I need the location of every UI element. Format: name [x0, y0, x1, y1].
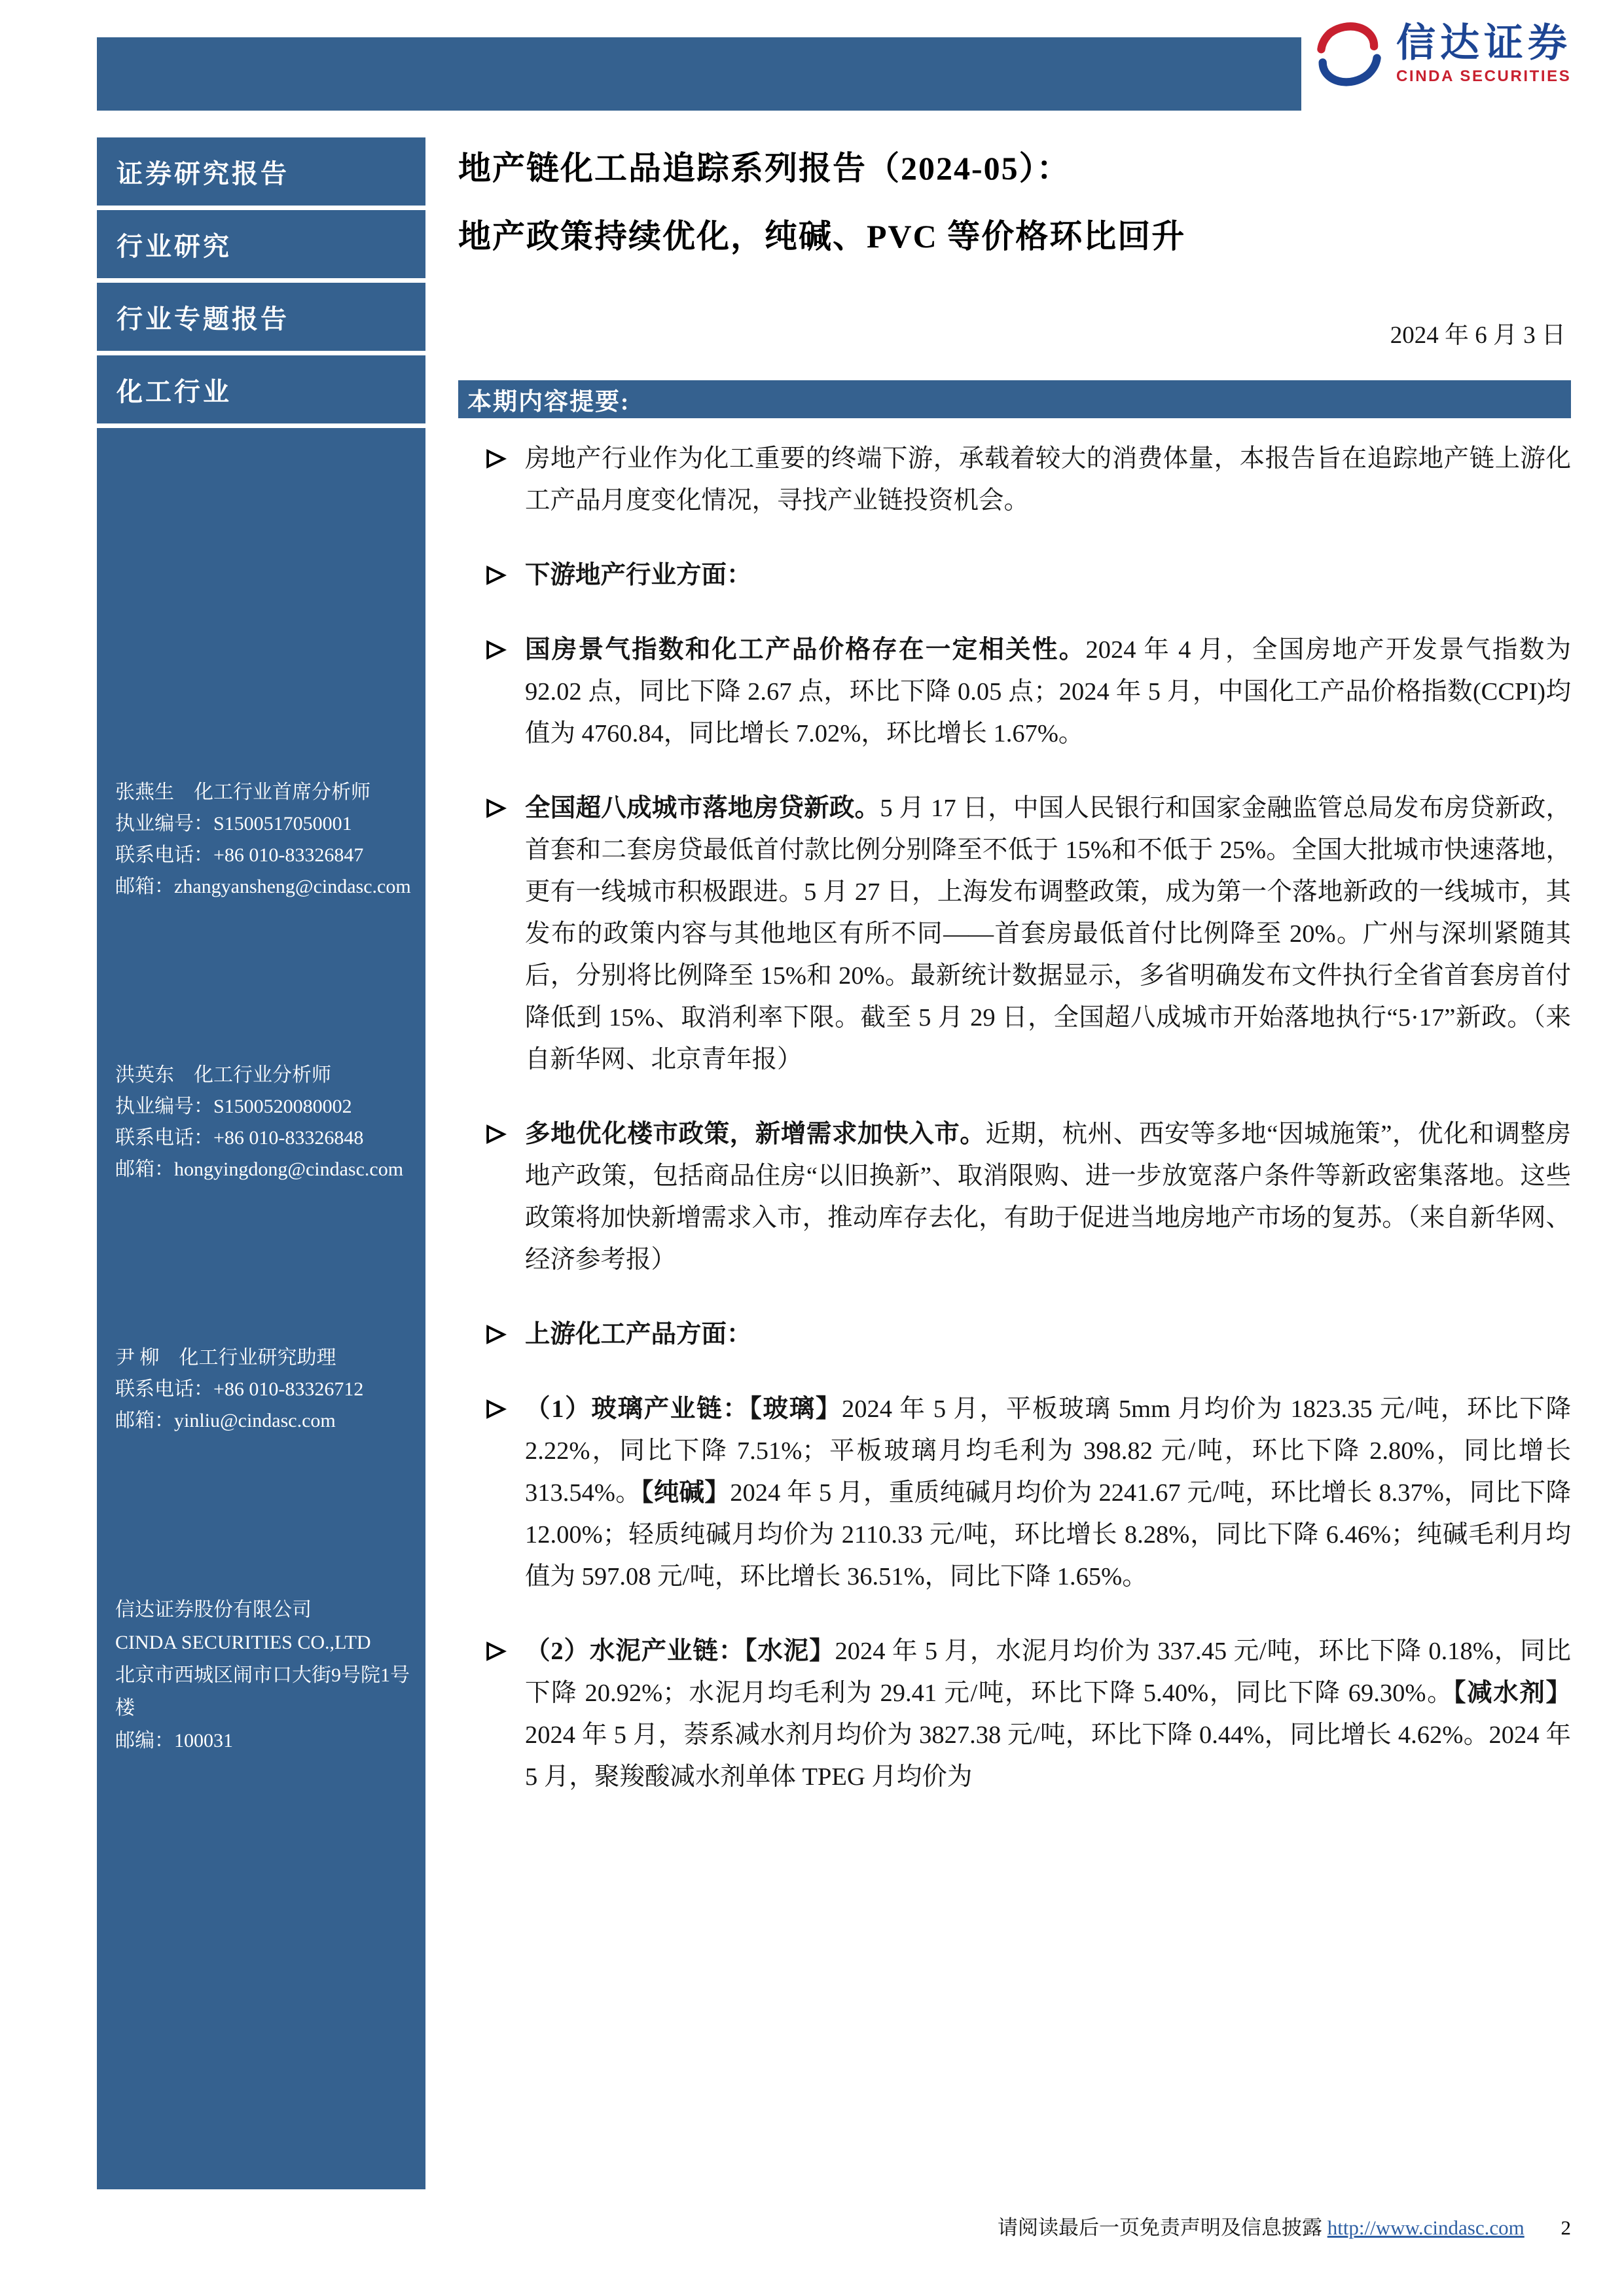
- analyst-name-title: 尹 柳 化工行业研究助理: [115, 1347, 336, 1369]
- bullet-text: [525, 1121, 1571, 1274]
- bullet-text: [525, 1395, 1571, 1590]
- info-label: 邮箱：: [115, 1158, 174, 1180]
- bullet-arrow-icon: [483, 563, 508, 588]
- bullet-arrow-icon: [483, 446, 508, 471]
- analyst-info-row: [115, 1405, 416, 1437]
- logo-text-cn: 信达证券: [1396, 22, 1572, 65]
- info-label: 执业编号：: [115, 813, 213, 834]
- sidebar-category-label: 证券研究报告: [117, 158, 289, 188]
- bullet-arrow-icon: [483, 1122, 508, 1147]
- sidebar-spacer: [97, 428, 425, 777]
- info-label: 邮箱：: [115, 1410, 174, 1431]
- analyst-block: [97, 1342, 425, 1437]
- bullet-arrow-icon: [483, 1639, 508, 1664]
- bullet-lead-bold: 全国超八成城市落地房贷新政。: [525, 795, 880, 822]
- bullet-text: [525, 445, 1571, 514]
- bullet-lead-bold: （2）水泥产业链：【水泥】: [525, 1638, 835, 1665]
- sidebar-category-label: 行业专题报告: [117, 304, 289, 334]
- sidebar-category-research-type: [97, 210, 425, 283]
- analyst-name-title: 张燕生 化工行业首席分析师: [115, 781, 370, 803]
- sidebar-category-report-type: [97, 137, 425, 210]
- bullet-body-text: 2024 年 5 月，平板玻璃 5mm 月均价为 1823.35 元/吨，环比下降 2.22%，同比下降 7.51%；平板玻璃月均毛利为 398.82 元/吨，环比下降 2.80%，同比增长 313.54%。: [525, 1395, 1571, 1507]
- bullet-body-text: 2024 年 5 月，水泥月均价为 337.45 元/吨，环比下降 0.18%，同比下降 20.92%；水泥月均毛利为 29.41 元/吨，环比下降 5.40%，同比下降 69.30%。: [525, 1638, 1571, 1707]
- footer-website-link[interactable]: http://www.cindasc.com: [1327, 2216, 1525, 2239]
- analyst-info-row: [115, 1091, 416, 1122]
- info-value: yinliu@cindasc.com: [174, 1410, 336, 1431]
- company-info-line: 北京市西城区闹市口大街9号院1号楼: [115, 1664, 410, 1719]
- analyst-info-row: [115, 840, 416, 871]
- bullet-text: [525, 795, 1571, 1073]
- bullet-body-text: 2024 年 5 月，萘系减水剂月均价为 3827.38 元/吨，环比下降 0.44%，同比增长 4.62%。2024 年 5 月，聚羧酸减水剂单体 TPEG 月均价为: [525, 1721, 1571, 1791]
- report-title: [458, 134, 1571, 270]
- bullet-arrow-icon: [483, 1322, 508, 1347]
- bullet-lead-bold: 【减水剂】: [1453, 1679, 1571, 1707]
- analyst-info-row: [115, 808, 416, 840]
- analyst-name-title: 洪英东 化工行业分析师: [115, 1064, 331, 1086]
- analyst-block: [97, 777, 425, 903]
- summary-bullet: [458, 1388, 1571, 1598]
- logo-emblem-icon: [1312, 17, 1386, 90]
- bullet-body-text: 2024 年 4 月，全国房地产开发景气指数为 92.02 点，同比下降 2.67 点，环比下降 0.05 点；2024 年 5 月，中国化工产品价格指数(CCPI)均值为 4760.84，同比增长 7.02%，环比增长 1.67%。: [525, 636, 1571, 747]
- info-value: zhangyansheng@cindasc.com: [174, 876, 411, 897]
- info-value: +86 010-83326847: [213, 844, 364, 866]
- page-footer: [458, 2211, 1571, 2240]
- info-label: 执业编号：: [115, 1096, 213, 1117]
- bullet-arrow-icon: [483, 637, 508, 662]
- info-value: +86 010-83326712: [213, 1378, 364, 1400]
- info-value: S1500517050001: [213, 813, 352, 834]
- summary-header-label: 本期内容提要:: [467, 389, 630, 416]
- bullet-body-text: 2024 年 5 月，重质纯碱月均价为 2241.67 元/吨，环比增长 8.37%，同比下降 12.00%；轻质纯碱月均价为 2110.33 元/吨，环比增长 8.28%，同比下降 6.46%；纯碱毛利月均值为 597.08 元/吨，环比增长 36.51%，同比下降 1.65%。: [525, 1479, 1571, 1590]
- page-number: 2: [1561, 2216, 1571, 2239]
- info-value: +86 010-83326848: [213, 1127, 364, 1149]
- company-info-line: 邮编：100031: [115, 1730, 233, 1751]
- report-title-line1: 地产链化工品追踪系列报告（2024-05）：: [458, 150, 1071, 187]
- summary-bullet: [458, 1113, 1571, 1281]
- analyst-info-row: [115, 871, 416, 903]
- report-body: [458, 134, 1571, 1831]
- company-info-line: CINDA SECURITIES CO.,LTD: [115, 1632, 371, 1653]
- sidebar: [97, 137, 425, 2189]
- bullet-lead-bold: 国房景气指数和化工产品价格存在一定相关性。: [525, 636, 1086, 664]
- summary-bullet: [458, 787, 1571, 1081]
- bullet-lead-bold: （1）玻璃产业链：【玻璃】: [525, 1395, 842, 1423]
- bullet-lead-bold: 【纯碱】: [641, 1479, 731, 1507]
- logo-text: [1396, 22, 1572, 86]
- bullet-body-text: 5 月 17 日，中国人民银行和国家金融监管总局发布房贷新政，首套和二套房贷最低首付款比例分别降至不低于 15%和不低于 25%。全国大批城市快速落地，更有一线城市积极跟进。5 月 27 日，上海发布调整政策，成为第一个落地新政的一线城市，其发布的政策内容与其他地区有所不同——首套房最低首付比例降至 20%。广州与深圳紧随其后，分别将比例降至 15%和 20%。最新统计数据显示，多省明确发布文件执行全省首套房首付降低到 15%、取消利率下限。截至 5 月 29 日，全国超八成城市开始落地执行“5·17”新政。（来自新华网、北京青年报）: [525, 795, 1571, 1073]
- summary-bullet: [458, 1630, 1571, 1798]
- sidebar-category-label: 行业研究: [117, 231, 232, 261]
- bullet-body-text: 近期，杭州、西安等多地“因城施策”，优化和调整房地产政策，包括商品住房“以旧换新”、取消限购、进一步放宽落户条件等新政密集落地。这些政策将加快新增需求入市，推动库存去化，有助于促进当地房地产市场的复苏。（来自新华网、经济参考报）: [525, 1121, 1571, 1274]
- sidebar-category-report-series: [97, 283, 425, 355]
- bullet-lead-bold: 上游化工产品方面：: [525, 1321, 752, 1348]
- summary-bullet-list: [458, 438, 1571, 1798]
- bullet-lead-bold: 多地优化楼市政策，新增需求加快入市。: [525, 1121, 986, 1148]
- report-title-line2: 地产政策持续优化，纯碱、PVC 等价格环比回升: [458, 218, 1186, 255]
- info-label: 联系电话：: [115, 1378, 213, 1400]
- company-info-line: 信达证券股份有限公司: [115, 1599, 312, 1621]
- company-logo: [1312, 17, 1572, 90]
- analyst-info-row: [115, 1154, 416, 1185]
- analyst-list: [97, 777, 425, 1437]
- analyst-info-row: [115, 1122, 416, 1154]
- bullet-text: [525, 562, 752, 589]
- summary-bullet: [458, 554, 1571, 596]
- report-date: 2024 年 6 月 3 日: [1390, 322, 1566, 349]
- summary-bullet: [458, 629, 1571, 755]
- bullet-arrow-icon: [483, 796, 508, 821]
- bullet-text: [525, 636, 1571, 747]
- bullet-text: [525, 1321, 752, 1348]
- analyst-info-row: [115, 1374, 416, 1405]
- logo-text-en: CINDA SECURITIES: [1396, 67, 1572, 85]
- info-label: 邮箱：: [115, 876, 174, 897]
- company-info-block: [97, 1594, 425, 1757]
- info-value: hongyingdong@cindasc.com: [174, 1158, 404, 1180]
- summary-bullet: [458, 1314, 1571, 1355]
- sidebar-category-label: 化工行业: [117, 376, 232, 406]
- bullet-text: [525, 1638, 1571, 1791]
- header-band: [97, 37, 1301, 111]
- info-value: S1500520080002: [213, 1096, 352, 1117]
- bullet-body-text: 房地产行业作为化工重要的终端下游，承载着较大的消费体量，本报告旨在追踪地产链上游化工产品月度变化情况，寻找产业链投资机会。: [525, 445, 1571, 514]
- info-label: 联系电话：: [115, 1127, 213, 1149]
- analyst-block: [97, 1060, 425, 1185]
- summary-bullet: [458, 438, 1571, 522]
- bullet-arrow-icon: [483, 1397, 508, 1422]
- info-label: 联系电话：: [115, 844, 213, 866]
- bullet-lead-bold: 下游地产行业方面：: [525, 562, 752, 589]
- footer-disclaimer: 请阅读最后一页免责声明及信息披露: [997, 2216, 1322, 2239]
- sidebar-category-industry: [97, 355, 425, 428]
- summary-header-bar: [458, 380, 1571, 418]
